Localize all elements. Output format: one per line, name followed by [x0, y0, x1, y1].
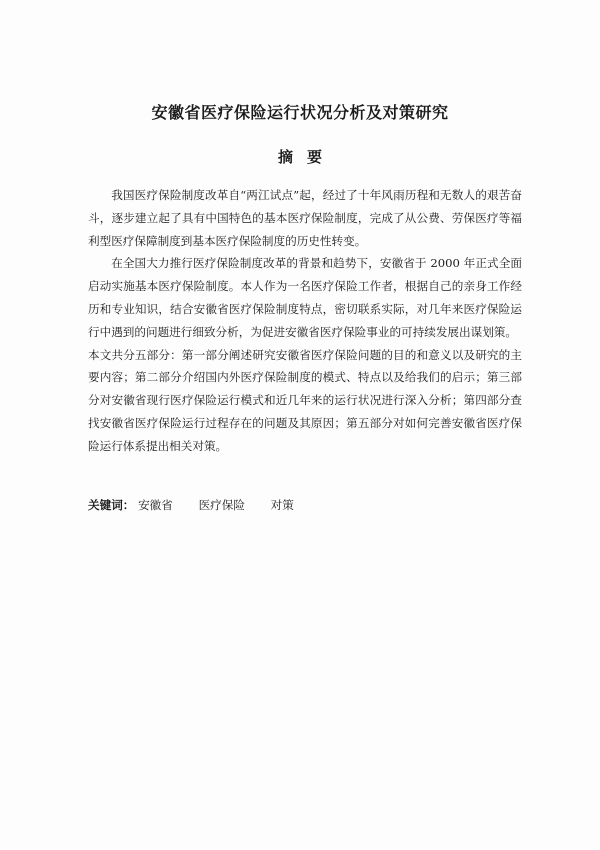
document-title: 安徽省医疗保险运行状况分析及对策研究 — [151, 103, 449, 122]
keyword: 安徽省 — [138, 498, 173, 512]
abstract-paragraph: 本文共分五部分：第一部分阐述研究安徽省医疗保险问题的目的和意义以及研究的主要内容；第二部分介绍国内外医疗保险制度的模式、特点以及给我们的启示；第三部分对安徽省现行医疗保险运行模式和近几年来的运行状况进行深入分析；第四部分查找安徽省医疗保险运行过程存在的问题及其原因；第五部分对如何完善安徽省医疗保险运行体系提出相关对策。 — [88, 347, 522, 453]
abstract-paragraph: 我国医疗保险制度改革自“两江试点”起，经过了十年风雨历程和无数人的艰苦奋斗，逐步建立起了具有中国特色的基本医疗保险制度，完成了从公费、劳保医疗等福利型医疗保障制度到基本医疗保险制度的历史性转变。 — [88, 188, 522, 248]
abstract-body — [88, 184, 522, 458]
abstract-heading: 摘要 — [277, 148, 336, 166]
abstract-paragraph: 在全国大力推行医疗保险制度改革的背景和趋势下，安徽省于 2000 年正式全面启动实施基本医疗保险制度。本人作为一名医疗保险工作者，根据自己的亲身工作经历和专业知识，结合安徽省医疗保险制度特点，密切联系实际，对几年来医疗保险运行中遇到的问题进行细致分析，为促进安徽省医疗保险事业的可持续发展出谋划策。 — [88, 256, 522, 339]
keyword: 对策 — [270, 498, 294, 512]
keyword: 医疗保险 — [198, 498, 245, 512]
keywords-line — [88, 494, 522, 516]
keywords-label: 关键词： — [88, 498, 135, 512]
